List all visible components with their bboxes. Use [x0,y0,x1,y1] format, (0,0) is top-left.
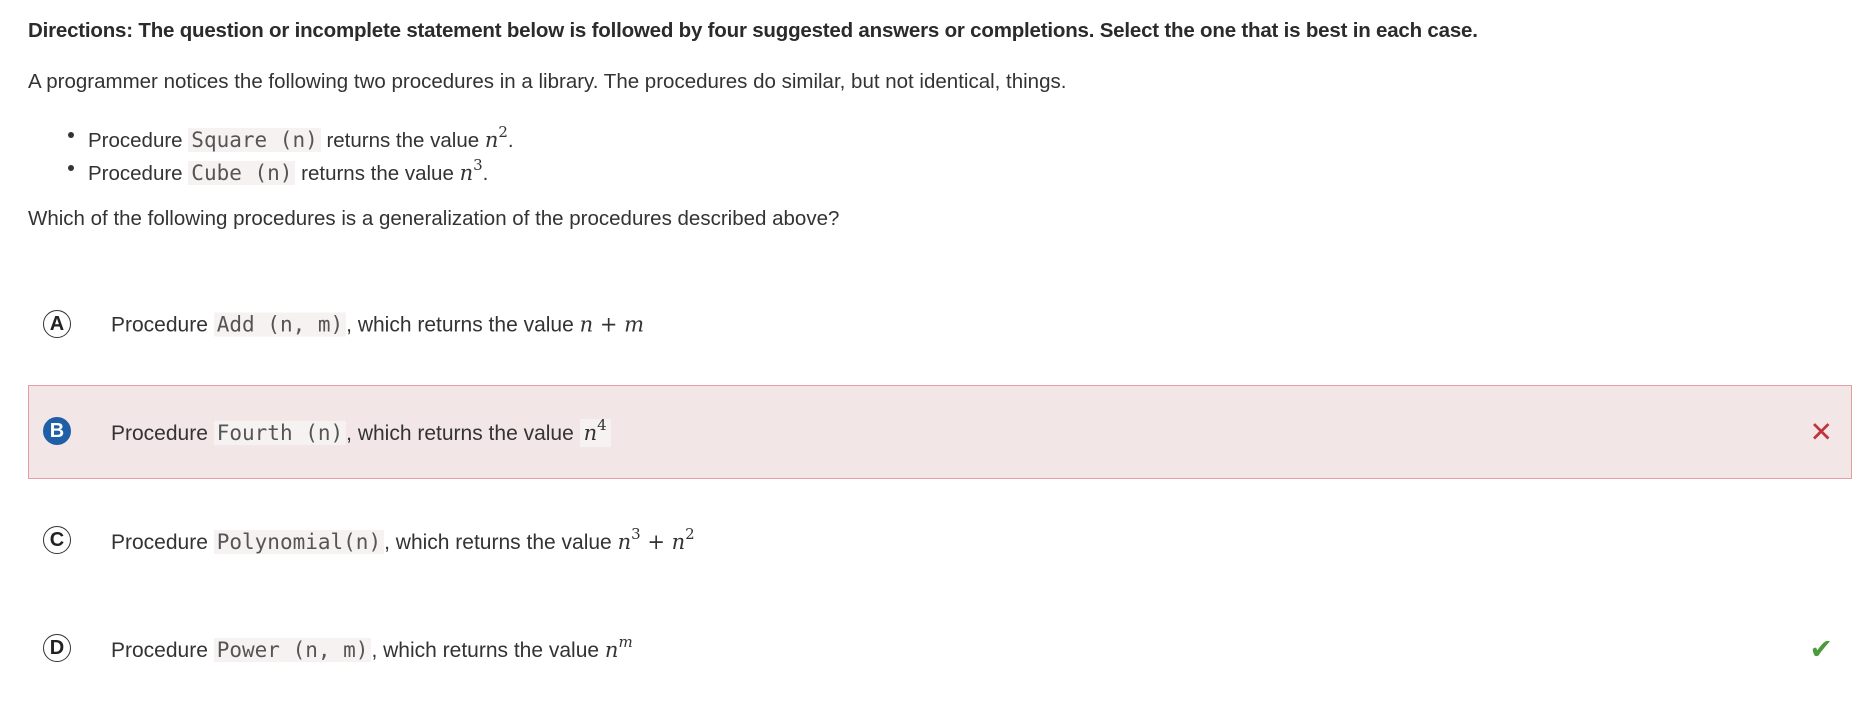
procedure-code: Fourth (n) [214,421,346,445]
choice-text [111,635,633,663]
procedure-code: Add (n, m) [214,313,346,337]
math-expression [484,123,508,152]
bullet-dot [68,132,74,138]
bullet-middle: returns the value [301,162,454,185]
math-base: n [617,530,632,554]
bullet-middle: returns the value [326,129,480,152]
procedure-code: Power (n, m) [214,638,372,662]
math-plus: + [647,530,665,554]
choice-prefix: Procedure [111,639,208,662]
choice-letter-a[interactable]: A [43,310,71,338]
math-base: n [484,128,499,152]
bullet-suffix: . [507,129,514,152]
math-exponent: m [618,633,633,651]
choice-prefix: Procedure [111,531,208,554]
procedure-code: Cube (n) [188,161,295,185]
math-base: n [583,421,598,445]
math-base: n [459,161,474,185]
question-text: Which of the following procedures is a generalization of the procedures described above? [28,207,840,230]
choice-prefix: Procedure [111,422,208,445]
math-exponent: 2 [685,525,695,543]
correct-check-icon: ✔ [1809,633,1833,665]
choice-middle: , which returns the value [346,313,574,337]
bullet-dot [68,165,74,171]
answer-choice-d[interactable] [28,602,1852,696]
choice-text [111,418,611,446]
choice-letter-d[interactable]: D [43,634,71,662]
bullet-suffix: . [482,162,489,185]
choice-middle: , which returns the value [384,531,612,554]
choice-letter-c[interactable]: C [43,526,71,554]
procedure-code: Square (n) [188,128,320,152]
math-expression [617,525,695,554]
answer-choice-a[interactable] [28,278,1852,372]
math-expression [580,416,611,447]
choice-middle: , which returns the value [371,639,600,662]
bullet-prefix: Procedure [88,162,183,185]
math-exponent: 3 [631,525,641,543]
answer-choice-c[interactable] [28,494,1852,588]
incorrect-icon: ✕ [1809,416,1833,448]
choice-letter-b[interactable]: B [43,417,71,445]
question-prompt: A programmer notices the following two procedures in a library. The procedures do similar, but not identical, things. [28,70,1067,93]
choice-prefix: Procedure [111,313,208,337]
math-exponent: 3 [473,156,483,174]
bullet-prefix: Procedure [88,129,183,152]
math-exponent: 4 [597,416,607,434]
math-base: n [604,638,619,662]
math-expression: n + m [579,312,645,337]
answer-choice-b[interactable] [28,385,1852,479]
math-expression [604,633,633,662]
math-base: n [671,530,686,554]
choice-text [111,313,644,338]
math-exponent: 2 [498,123,508,141]
directions-text: Directions: The question or incomplete statement below is followed by four suggested answers or completions. Select the one that is best in each case. [28,19,1478,42]
procedure-code: Polynomial(n) [214,530,384,554]
choice-text [111,527,695,555]
math-expression [459,156,483,185]
choice-middle: , which returns the value [346,422,574,445]
